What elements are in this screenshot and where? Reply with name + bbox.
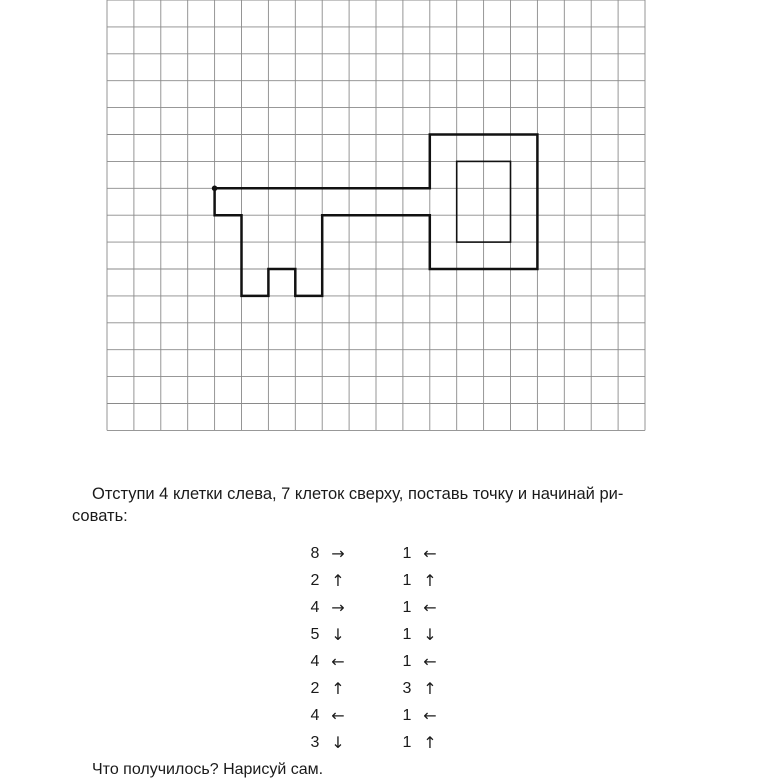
left-count: 2 (310, 679, 320, 697)
footer-question: Что получилось? Нарисуй сам. (92, 761, 324, 778)
step-row (306, 594, 444, 621)
right-direction-arrow-icon: ↑ (423, 679, 437, 698)
left-direction-arrow-icon: → (331, 598, 345, 617)
right-direction-arrow-icon: ↑ (423, 733, 437, 752)
left-count: 8 (310, 544, 320, 562)
left-direction-arrow-icon: ↓ (331, 733, 345, 752)
right-direction-arrow-icon: ↓ (423, 625, 437, 644)
right-count: 1 (402, 706, 412, 724)
right-direction-arrow-icon: ← (423, 598, 437, 617)
left-count: 3 (310, 733, 320, 751)
instruction-text: Отступи 4 клетки слева, 7 клеток сверху, поставь точку и начинай ри- совать: (72, 485, 624, 525)
steps-table (306, 540, 444, 756)
step-row (306, 675, 444, 702)
left-direction-arrow-icon: ↑ (331, 679, 345, 698)
left-count: 5 (310, 625, 320, 643)
step-row (306, 729, 444, 756)
left-direction-arrow-icon: ← (331, 706, 345, 725)
left-count: 4 (310, 598, 320, 616)
left-direction-arrow-icon: ↓ (331, 625, 345, 644)
step-row (306, 621, 444, 648)
right-count: 1 (402, 571, 412, 589)
right-count: 1 (402, 544, 412, 562)
start-point (212, 186, 218, 192)
step-row (306, 540, 444, 567)
left-direction-arrow-icon: → (331, 544, 345, 563)
left-direction-arrow-icon: ← (331, 652, 345, 671)
right-count: 1 (402, 652, 412, 670)
right-count: 1 (402, 598, 412, 616)
step-row (306, 567, 444, 594)
right-count: 1 (402, 733, 412, 751)
right-count: 3 (402, 679, 412, 697)
step-row (306, 648, 444, 675)
right-count: 1 (402, 625, 412, 643)
step-row (306, 702, 444, 729)
left-count: 4 (310, 652, 320, 670)
right-direction-arrow-icon: ← (423, 544, 437, 563)
left-count: 4 (310, 706, 320, 724)
left-count: 2 (310, 571, 320, 589)
right-direction-arrow-icon: ← (423, 706, 437, 725)
right-direction-arrow-icon: ← (423, 652, 437, 671)
left-direction-arrow-icon: ↑ (331, 571, 345, 590)
right-direction-arrow-icon: ↑ (423, 571, 437, 590)
